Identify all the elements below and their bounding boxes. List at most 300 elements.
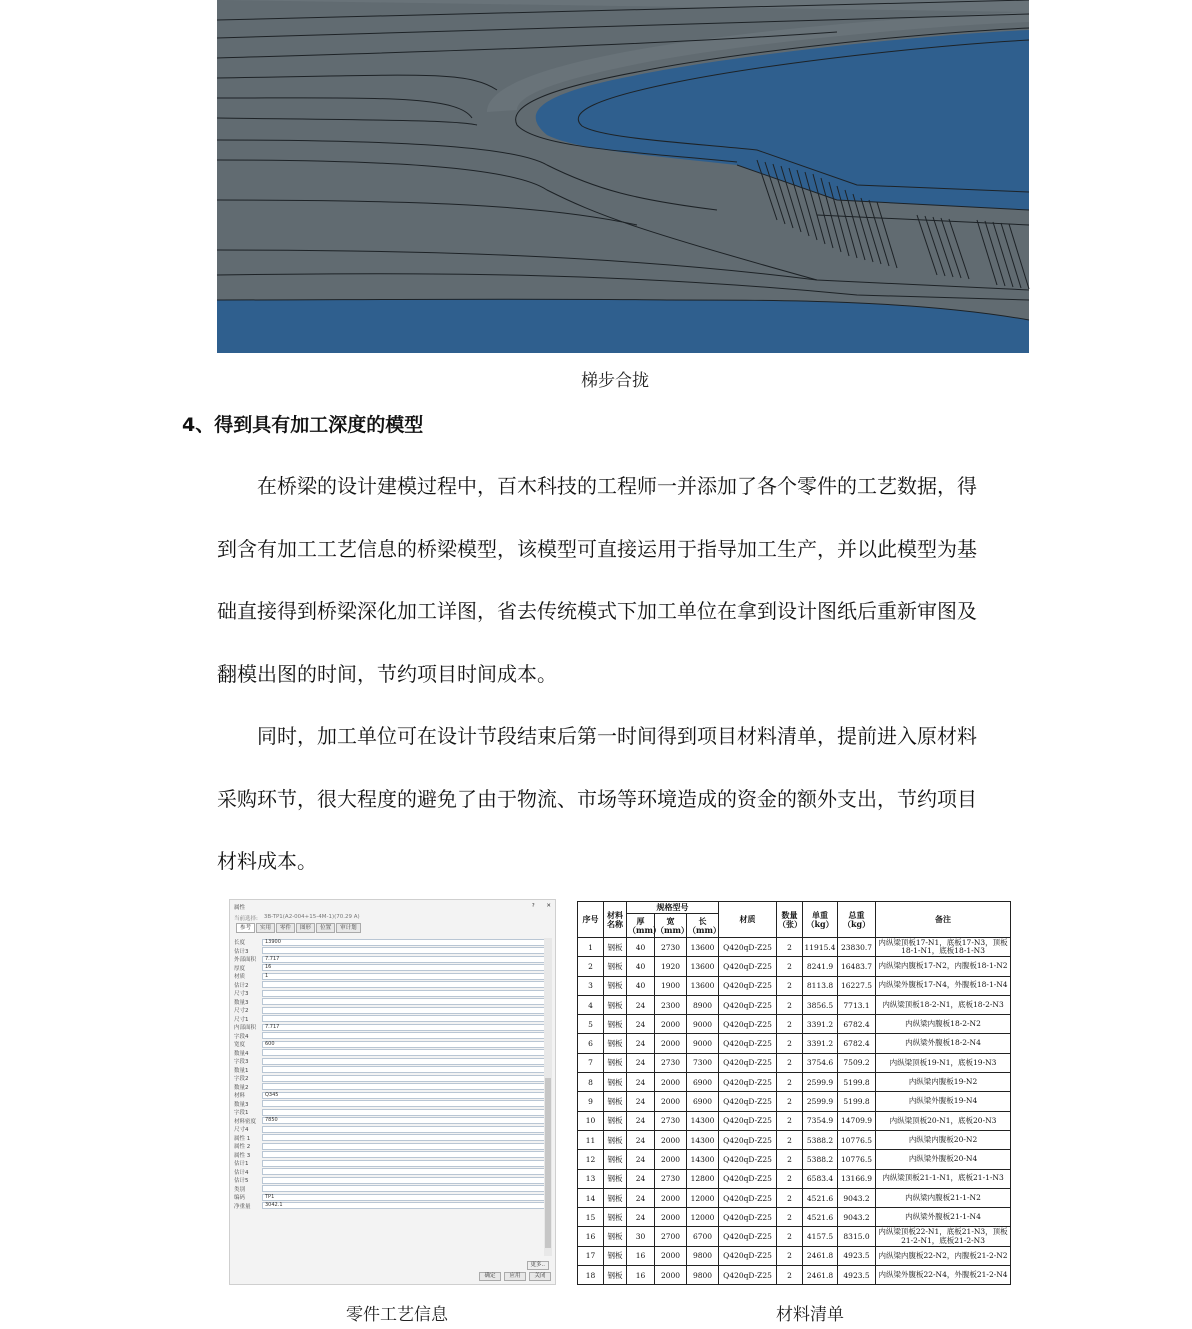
length-cell: 13600 — [687, 938, 719, 957]
total-weight-cell: 5199.8 — [838, 1073, 876, 1092]
property-label: 长度 — [234, 940, 246, 947]
property-list-scrollbar[interactable] — [544, 938, 552, 1256]
property-value-field[interactable] — [262, 1075, 545, 1082]
name-cell: 钢板 — [604, 1227, 627, 1246]
remark-cell: 内纵梁外腹板19-N4 — [876, 1092, 1011, 1111]
top-image-caption: 梯步合拢 — [581, 371, 649, 391]
qty-cell: 2 — [777, 1130, 803, 1149]
length-cell: 13600 — [687, 957, 719, 976]
thick-cell: 24 — [627, 1169, 655, 1188]
material-cell: Q420qD-Z25 — [719, 1208, 777, 1227]
property-row — [234, 1142, 545, 1151]
thick-cell: 24 — [627, 1150, 655, 1169]
width-cell: 2000 — [655, 1266, 687, 1285]
property-label: 内部面积 — [234, 1025, 257, 1032]
name-cell: 钢板 — [604, 1073, 627, 1092]
total-weight-cell: 16483.7 — [838, 957, 876, 976]
paragraph-2-line: 材料成本。 — [217, 849, 317, 873]
unit-weight-cell: 5388.2 — [803, 1150, 838, 1169]
remark-cell: 内纵梁外腹板21-1-N4 — [876, 1208, 1011, 1227]
property-row — [234, 1006, 545, 1015]
paragraph-1-line: 到含有加工工艺信息的桥梁模型，该模型可直接运用于指导加工生产，并以此模型为基 — [217, 536, 977, 561]
remark-cell: 内纵梁外腹板22-N4，外腹板21-2-N4 — [876, 1266, 1011, 1285]
seq-cell: 2 — [578, 957, 604, 976]
part-properties-dialog — [229, 899, 556, 1285]
total-weight-cell: 10776.5 — [838, 1130, 876, 1149]
thick-cell: 24 — [627, 1034, 655, 1053]
width-cell: 2730 — [655, 1111, 687, 1130]
property-row — [234, 964, 545, 973]
header-seq: 序号 — [578, 902, 604, 938]
bridge-render-graphic — [217, 0, 1029, 353]
paragraph-1-line: 在桥梁的设计建模过程中，百木科技的工程师一并添加了各个零件的工艺数据，得 — [217, 474, 977, 498]
total-weight-cell: 10776.5 — [838, 1150, 876, 1169]
close-icon[interactable]: ✕ — [546, 903, 551, 909]
dialog-button[interactable]: 应用 — [504, 1272, 526, 1281]
name-cell: 钢板 — [604, 1092, 627, 1111]
property-row — [234, 938, 545, 947]
property-label: 估计3 — [234, 948, 249, 955]
seq-cell: 8 — [578, 1073, 604, 1092]
header-total-weight: 总重（kg） — [838, 902, 876, 938]
unit-weight-cell: 7354.9 — [803, 1111, 838, 1130]
property-label: 数量4 — [234, 1050, 249, 1057]
thick-cell: 24 — [627, 1208, 655, 1227]
length-cell: 6900 — [687, 1073, 719, 1092]
unit-weight-cell: 4521.6 — [803, 1188, 838, 1207]
thick-cell: 40 — [627, 976, 655, 995]
seq-cell: 16 — [578, 1227, 604, 1246]
property-value-field[interactable] — [262, 1168, 545, 1175]
property-value-field[interactable] — [262, 947, 545, 954]
remark-cell: 内纵梁外腹板20-N4 — [876, 1150, 1011, 1169]
header-unit-weight: 单重（kg） — [803, 902, 838, 938]
material-list-table — [577, 901, 1011, 1285]
length-cell: 14300 — [687, 1130, 719, 1149]
seq-cell: 12 — [578, 1150, 604, 1169]
unit-weight-cell: 3754.6 — [803, 1053, 838, 1072]
property-row — [234, 1091, 545, 1100]
dialog-tab[interactable]: 图形 — [296, 923, 315, 933]
dialog-current-selection — [230, 913, 555, 923]
table-row — [578, 1188, 1011, 1207]
property-label: 属性 2 — [234, 1144, 251, 1151]
thick-cell: 24 — [627, 1092, 655, 1111]
thick-cell: 24 — [627, 1130, 655, 1149]
unit-weight-cell: 3391.2 — [803, 1015, 838, 1034]
property-row — [234, 972, 545, 981]
property-value-field[interactable] — [262, 1126, 545, 1133]
total-weight-cell: 7713.1 — [838, 995, 876, 1014]
property-label: 估计4 — [234, 1169, 249, 1176]
help-icon[interactable]: ? — [531, 903, 535, 909]
header-remark: 备注 — [876, 902, 1011, 938]
property-value-field[interactable] — [262, 1032, 545, 1039]
property-row — [234, 1117, 545, 1126]
property-label: 净重量 — [234, 1203, 251, 1210]
length-cell: 6900 — [687, 1092, 719, 1111]
property-label: 字段2 — [234, 1076, 249, 1083]
property-value-field[interactable]: Q345 — [262, 1092, 545, 1099]
remark-cell: 内纵梁外腹板17-N4，外腹板18-1-N4 — [876, 976, 1011, 995]
property-label: 类别 — [234, 1186, 246, 1193]
seq-cell: 3 — [578, 976, 604, 995]
property-value-field[interactable] — [262, 998, 545, 1005]
property-value-field[interactable]: 13900 — [262, 939, 545, 946]
name-cell: 钢板 — [604, 1130, 627, 1149]
thick-cell: 24 — [627, 1053, 655, 1072]
width-cell: 2730 — [655, 938, 687, 957]
scrollbar-thumb[interactable] — [545, 1078, 551, 1248]
name-cell: 钢板 — [604, 1015, 627, 1034]
remark-cell: 内纵梁顶板22-N1，底板21-N3，顶板21-2-N1，底板21-2-N3 — [876, 1227, 1011, 1246]
material-cell: Q420qD-Z25 — [719, 1092, 777, 1111]
property-label: 估计2 — [234, 982, 249, 989]
material-cell: Q420qD-Z25 — [719, 1266, 777, 1285]
unit-weight-cell: 4157.5 — [803, 1227, 838, 1246]
qty-cell: 2 — [777, 1034, 803, 1053]
length-cell: 12800 — [687, 1169, 719, 1188]
qty-cell: 2 — [777, 1150, 803, 1169]
property-label: 尺寸1 — [234, 1016, 249, 1023]
total-weight-cell: 6782.4 — [838, 1015, 876, 1034]
name-cell: 钢板 — [604, 995, 627, 1014]
property-value-field[interactable] — [262, 1109, 545, 1116]
total-weight-cell: 4923.5 — [838, 1266, 876, 1285]
dialog-tab[interactable]: 零件 — [276, 923, 295, 933]
property-row — [234, 1125, 545, 1134]
property-value-field[interactable]: 600 — [262, 1041, 545, 1048]
qty-cell: 2 — [777, 1266, 803, 1285]
name-cell: 钢板 — [604, 1188, 627, 1207]
header-name: 材料名称 — [604, 902, 627, 938]
length-cell: 9000 — [687, 1034, 719, 1053]
length-cell: 12000 — [687, 1188, 719, 1207]
material-cell: Q420qD-Z25 — [719, 1130, 777, 1149]
property-row — [234, 1151, 545, 1160]
width-cell: 2700 — [655, 1227, 687, 1246]
property-row — [234, 981, 545, 990]
table-row — [578, 976, 1011, 995]
total-weight-cell: 5199.8 — [838, 1092, 876, 1111]
remark-cell: 内纵梁内腹板19-N2 — [876, 1073, 1011, 1092]
name-cell: 钢板 — [604, 1246, 627, 1265]
paragraph-2-line: 采购环节，很大程度的避免了由于物流、市场等环境造成的资金的额外支出，节约项目 — [217, 786, 977, 811]
seq-cell: 14 — [578, 1188, 604, 1207]
total-weight-cell: 16227.5 — [838, 976, 876, 995]
bridge-model-render — [217, 0, 1029, 353]
width-cell: 1920 — [655, 957, 687, 976]
material-cell: Q420qD-Z25 — [719, 1073, 777, 1092]
width-cell: 2000 — [655, 1208, 687, 1227]
total-weight-cell: 23830.7 — [838, 938, 876, 957]
length-cell: 12000 — [687, 1208, 719, 1227]
property-row — [234, 1159, 545, 1168]
dialog-tabs — [230, 923, 555, 933]
unit-weight-cell: 4521.6 — [803, 1208, 838, 1227]
name-cell: 钢板 — [604, 1266, 627, 1285]
property-row — [234, 1193, 545, 1202]
property-value-field[interactable] — [262, 1185, 545, 1192]
width-cell: 2000 — [655, 1034, 687, 1053]
property-label: 数量1 — [234, 1067, 249, 1074]
dialog-button[interactable]: 关闭 — [529, 1272, 551, 1281]
remark-cell: 内纵梁顶板19-N1，底板19-N3 — [876, 1053, 1011, 1072]
thick-cell: 24 — [627, 1073, 655, 1092]
property-label: 字段1 — [234, 1110, 249, 1117]
property-value-field[interactable]: TP1 — [262, 1194, 545, 1201]
material-cell: Q420qD-Z25 — [719, 1227, 777, 1246]
property-value-field[interactable]: 3042.1 — [262, 1202, 545, 1209]
property-list — [234, 938, 545, 1256]
qty-cell: 2 — [777, 976, 803, 995]
property-value-field[interactable] — [262, 981, 545, 988]
property-row — [234, 1040, 545, 1049]
property-row — [234, 947, 545, 956]
property-value-field[interactable]: 7.717 — [262, 1024, 545, 1031]
property-label: 材料密度 — [234, 1118, 257, 1125]
table-row — [578, 1092, 1011, 1111]
dialog-tab[interactable]: 实用 — [256, 923, 275, 933]
unit-weight-cell: 3856.5 — [803, 995, 838, 1014]
unit-weight-cell: 5388.2 — [803, 1130, 838, 1149]
dialog-tab[interactable]: 参考 — [236, 923, 255, 933]
name-cell: 钢板 — [604, 957, 627, 976]
property-row — [234, 989, 545, 998]
property-value-field[interactable]: 1 — [262, 973, 545, 980]
unit-weight-cell: 6583.4 — [803, 1169, 838, 1188]
paragraph-1-line: 础直接得到桥梁深化加工详图，省去传统模式下加工单位在拿到设计图纸后重新审图及 — [217, 599, 977, 623]
total-weight-cell: 6782.4 — [838, 1034, 876, 1053]
name-cell: 钢板 — [604, 1150, 627, 1169]
property-label: 字段3 — [234, 1059, 249, 1066]
name-cell: 钢板 — [604, 1208, 627, 1227]
width-cell: 2730 — [655, 1053, 687, 1072]
material-cell: Q420qD-Z25 — [719, 976, 777, 995]
width-cell: 2000 — [655, 1188, 687, 1207]
qty-cell: 2 — [777, 1015, 803, 1034]
width-cell: 2000 — [655, 1246, 687, 1265]
property-value-field[interactable] — [262, 990, 545, 997]
property-label: 尺寸3 — [234, 991, 249, 998]
property-value-field[interactable] — [262, 1100, 545, 1107]
table-row — [578, 957, 1011, 976]
property-row — [234, 1074, 545, 1083]
thick-cell: 40 — [627, 938, 655, 957]
table-row — [578, 1246, 1011, 1265]
width-cell: 2730 — [655, 1169, 687, 1188]
property-row — [234, 1100, 545, 1109]
name-cell: 钢板 — [604, 1111, 627, 1130]
material-cell: Q420qD-Z25 — [719, 1169, 777, 1188]
width-cell: 2300 — [655, 995, 687, 1014]
material-cell: Q420qD-Z25 — [719, 1188, 777, 1207]
remark-cell: 内纵梁内腹板17-N2，内腹板18-1-N2 — [876, 957, 1011, 976]
table-row — [578, 1053, 1011, 1072]
width-cell: 2000 — [655, 1073, 687, 1092]
dialog-button[interactable]: 确定 — [479, 1272, 501, 1281]
qty-cell: 2 — [777, 1227, 803, 1246]
material-cell: Q420qD-Z25 — [719, 995, 777, 1014]
current-selection-label: 当前选择: — [234, 916, 258, 922]
qty-cell: 2 — [777, 938, 803, 957]
property-value-field[interactable] — [262, 1058, 545, 1065]
unit-weight-cell: 2599.9 — [803, 1073, 838, 1092]
length-cell: 13600 — [687, 976, 719, 995]
header-spec: 规格型号 — [627, 902, 719, 914]
thick-cell: 24 — [627, 1188, 655, 1207]
total-weight-cell: 9043.2 — [838, 1208, 876, 1227]
seq-cell: 1 — [578, 938, 604, 957]
length-cell: 9800 — [687, 1266, 719, 1285]
table-row — [578, 1130, 1011, 1149]
material-cell: Q420qD-Z25 — [719, 1246, 777, 1265]
table-row — [578, 1150, 1011, 1169]
total-weight-cell: 14709.9 — [838, 1111, 876, 1130]
more-button[interactable]: 更多.. — [527, 1261, 550, 1270]
unit-weight-cell: 2461.8 — [803, 1246, 838, 1265]
property-value-field[interactable] — [262, 1066, 545, 1073]
property-row — [234, 998, 545, 1007]
thick-cell: 30 — [627, 1227, 655, 1246]
current-selection-value: 3B-TP1(A2-004+15-4M-1)(70.29 A) — [263, 914, 360, 920]
property-value-field[interactable] — [262, 1177, 545, 1184]
dialog-tab[interactable]: 位置 — [316, 923, 335, 933]
property-row — [234, 1168, 545, 1177]
table-row — [578, 1015, 1011, 1034]
unit-weight-cell: 11915.4 — [803, 938, 838, 957]
material-cell: Q420qD-Z25 — [719, 1015, 777, 1034]
qty-cell: 2 — [777, 995, 803, 1014]
name-cell: 钢板 — [604, 1169, 627, 1188]
unit-weight-cell: 8241.9 — [803, 957, 838, 976]
property-label: 尺寸2 — [234, 1008, 249, 1015]
paragraph-1-line: 翻模出图的时间，节约项目时间成本。 — [217, 661, 557, 686]
table-row — [578, 1208, 1011, 1227]
property-label: 字段4 — [234, 1033, 249, 1040]
width-cell: 2000 — [655, 1150, 687, 1169]
length-cell: 9800 — [687, 1246, 719, 1265]
property-row — [234, 1083, 545, 1092]
property-label: 数量2 — [234, 1084, 249, 1091]
property-row — [234, 1202, 545, 1211]
total-weight-cell: 8315.0 — [838, 1227, 876, 1246]
property-label: 数量3 — [234, 999, 249, 1006]
length-cell: 6700 — [687, 1227, 719, 1246]
length-cell: 7300 — [687, 1053, 719, 1072]
length-cell: 9000 — [687, 1015, 719, 1034]
name-cell: 钢板 — [604, 1034, 627, 1053]
name-cell: 钢板 — [604, 938, 627, 957]
property-value-field[interactable] — [262, 1015, 545, 1022]
table-row — [578, 1169, 1011, 1188]
remark-cell: 内纵梁顶板18-2-N1，底板18-2-N3 — [876, 995, 1011, 1014]
property-row — [234, 1023, 545, 1032]
property-label: 宽度 — [234, 1042, 246, 1049]
material-table-body — [578, 938, 1011, 1285]
width-cell: 2000 — [655, 1092, 687, 1111]
property-value-field[interactable] — [262, 1151, 545, 1158]
header-thick: 厚（mm） — [627, 914, 655, 938]
qty-cell: 2 — [777, 1246, 803, 1265]
property-row — [234, 1049, 545, 1058]
property-value-field[interactable] — [262, 1049, 545, 1056]
seq-cell: 11 — [578, 1130, 604, 1149]
qty-cell: 2 — [777, 957, 803, 976]
length-cell: 14300 — [687, 1150, 719, 1169]
thick-cell: 16 — [627, 1246, 655, 1265]
table-row — [578, 1266, 1011, 1285]
thick-cell: 16 — [627, 1266, 655, 1285]
seq-cell: 10 — [578, 1111, 604, 1130]
seq-cell: 4 — [578, 995, 604, 1014]
remark-cell: 内纵梁内腹板22-N2，内腹板21-2-N2 — [876, 1246, 1011, 1265]
remark-cell: 内纵梁外腹板18-2-N4 — [876, 1034, 1011, 1053]
dialog-tab[interactable]: 审计划 — [336, 923, 361, 933]
table-row — [578, 1227, 1011, 1246]
remark-cell: 内纵梁内腹板18-2-N2 — [876, 1015, 1011, 1034]
property-row — [234, 1057, 545, 1066]
unit-weight-cell: 8113.8 — [803, 976, 838, 995]
dialog-title: 属性 — [234, 905, 246, 911]
length-cell: 14300 — [687, 1111, 719, 1130]
seq-cell: 9 — [578, 1092, 604, 1111]
remark-cell: 内纵梁内腹板20-N2 — [876, 1130, 1011, 1149]
name-cell: 钢板 — [604, 976, 627, 995]
dialog-caption: 零件工艺信息 — [346, 1305, 448, 1325]
seq-cell: 15 — [578, 1208, 604, 1227]
dialog-titlebar — [230, 900, 555, 913]
qty-cell: 2 — [777, 1073, 803, 1092]
property-row — [234, 1134, 545, 1143]
property-value-field[interactable]: 16 — [262, 964, 545, 971]
property-row — [234, 1015, 545, 1024]
qty-cell: 2 — [777, 1111, 803, 1130]
property-value-field[interactable] — [262, 1143, 545, 1150]
table-row — [578, 1073, 1011, 1092]
width-cell: 2000 — [655, 1130, 687, 1149]
property-row — [234, 1066, 545, 1075]
property-value-field[interactable]: 7.717 — [262, 956, 545, 963]
paragraph-2-line: 同时，加工单位可在设计节段结束后第一时间得到项目材料清单，提前进入原材料 — [217, 724, 977, 748]
width-cell: 1900 — [655, 976, 687, 995]
property-value-field[interactable]: 7850 — [262, 1117, 545, 1124]
total-weight-cell: 4923.5 — [838, 1246, 876, 1265]
seq-cell: 5 — [578, 1015, 604, 1034]
thick-cell: 24 — [627, 1111, 655, 1130]
header-material: 材质 — [719, 902, 777, 938]
table-row — [578, 938, 1011, 957]
property-row — [234, 955, 545, 964]
thick-cell: 40 — [627, 957, 655, 976]
material-cell: Q420qD-Z25 — [719, 1150, 777, 1169]
remark-cell: 内纵梁内腹板21-1-N2 — [876, 1188, 1011, 1207]
material-cell: Q420qD-Z25 — [719, 957, 777, 976]
qty-cell: 2 — [777, 1092, 803, 1111]
property-value-field[interactable] — [262, 1007, 545, 1014]
property-label: 估计5 — [234, 1178, 249, 1185]
property-value-field[interactable] — [262, 1160, 545, 1167]
qty-cell: 2 — [777, 1208, 803, 1227]
qty-cell: 2 — [777, 1053, 803, 1072]
property-value-field[interactable] — [262, 1134, 545, 1141]
qty-cell: 2 — [777, 1169, 803, 1188]
property-value-field[interactable] — [262, 1083, 545, 1090]
property-label: 材料 — [234, 1093, 246, 1100]
table-caption: 材料清单 — [776, 1305, 844, 1325]
table-row — [578, 1034, 1011, 1053]
seq-cell: 13 — [578, 1169, 604, 1188]
